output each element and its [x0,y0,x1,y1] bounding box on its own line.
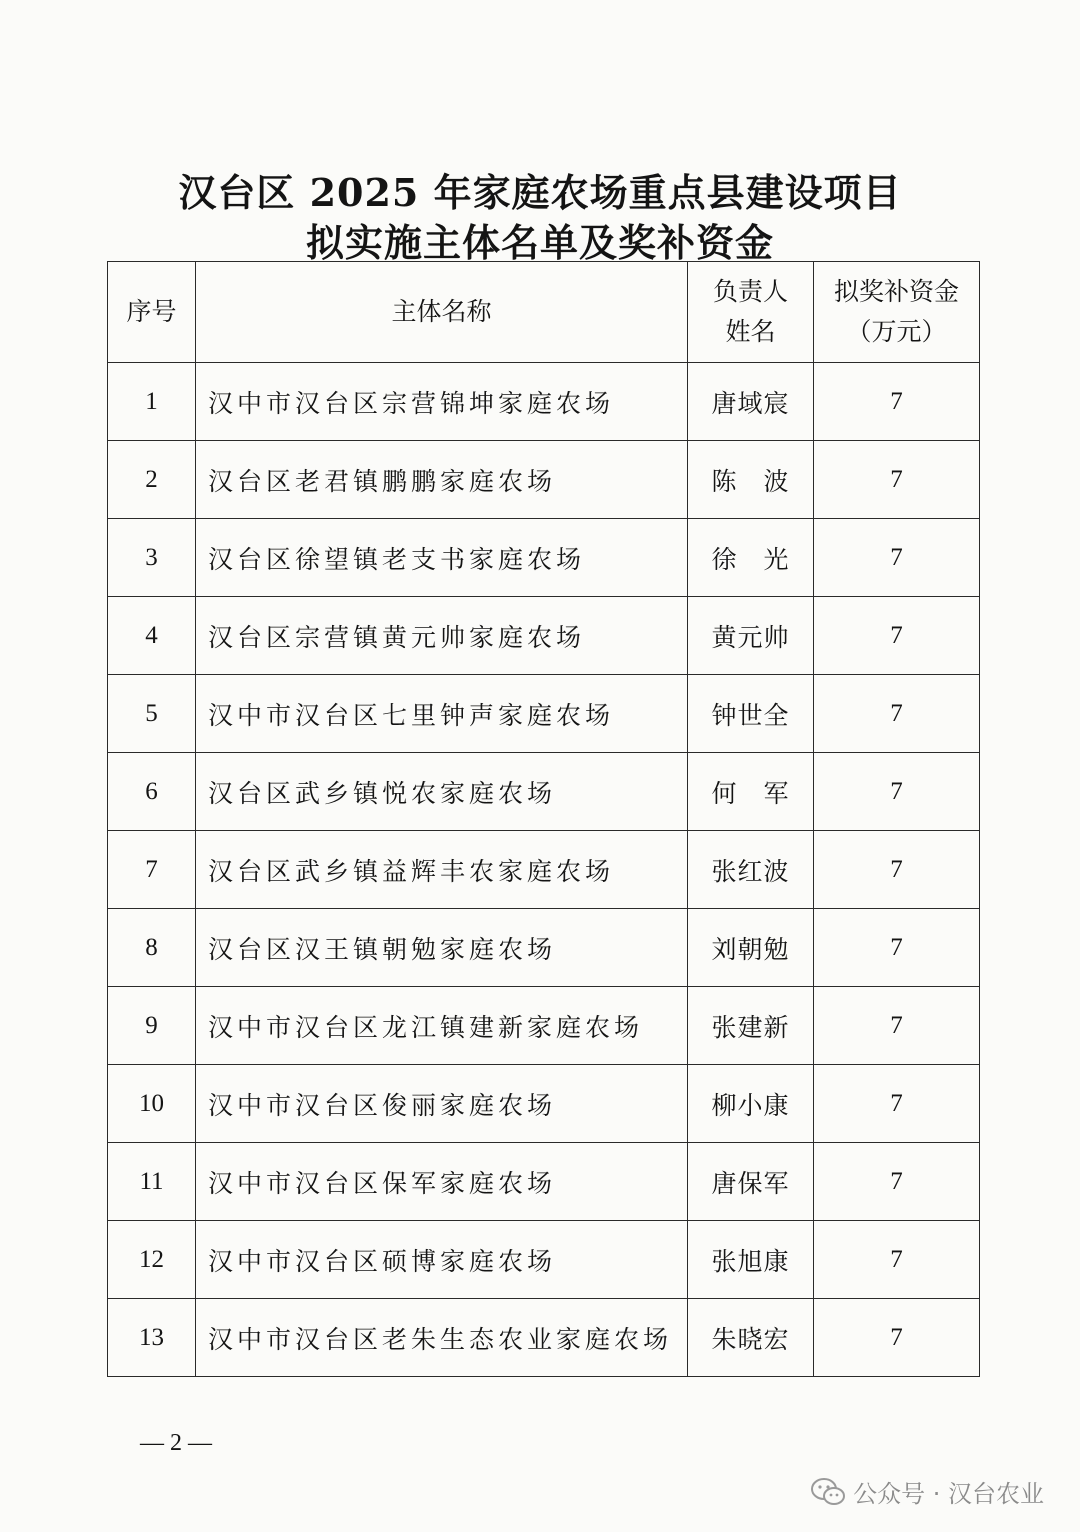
row-subsidy-amount: 7 [814,675,980,753]
table-row [108,831,980,909]
row-person-name: 钟世全 [688,675,814,753]
row-subject-name: 汉台区武乡镇悦农家庭农场 [196,753,688,831]
table-header-row [108,262,980,363]
row-subsidy-amount: 7 [814,909,980,987]
row-index: 3 [108,519,196,597]
row-subsidy-amount: 7 [814,1221,980,1299]
row-person-name: 张红波 [688,831,814,909]
table-row [108,1065,980,1143]
row-subject-name: 汉台区宗营镇黄元帅家庭农场 [196,597,688,675]
table-row [108,597,980,675]
row-subsidy-amount: 7 [814,441,980,519]
table-row [108,1221,980,1299]
header-person-line1: 负责人 [712,277,788,306]
row-subject-name: 汉台区徐望镇老支书家庭农场 [196,519,688,597]
table-row [108,753,980,831]
table-row [108,909,980,987]
row-subject-name: 汉中市汉台区保军家庭农场 [196,1143,688,1221]
row-index: 8 [108,909,196,987]
header-amount-line2: （万元） [846,317,947,346]
subject-list-table [107,261,980,1377]
table-row [108,519,980,597]
header-index: 序号 [108,262,196,363]
row-subject-name: 汉中市汉台区老朱生态农业家庭农场 [196,1299,688,1377]
row-index: 2 [108,441,196,519]
table-row [108,1299,980,1377]
row-index: 7 [108,831,196,909]
row-index: 4 [108,597,196,675]
row-subject-name: 汉中市汉台区硕博家庭农场 [196,1221,688,1299]
table-row [108,363,980,441]
row-subject-name: 汉中市汉台区龙江镇建新家庭农场 [196,987,688,1065]
row-subsidy-amount: 7 [814,1143,980,1221]
wechat-icon [811,1478,845,1506]
row-index: 6 [108,753,196,831]
row-person-name: 何 军 [688,753,814,831]
page-number: — 2 — [140,1430,212,1456]
row-index: 11 [108,1143,196,1221]
row-person-name: 唐域宸 [688,363,814,441]
row-subsidy-amount: 7 [814,597,980,675]
table-row [108,675,980,753]
row-index: 13 [108,1299,196,1377]
header-amount [814,262,980,363]
watermark-text: 公众号 · 汉台农业 [853,1480,1044,1508]
row-person-name: 唐保军 [688,1143,814,1221]
row-subject-name: 汉中市汉台区宗营锦坤家庭农场 [196,363,688,441]
row-subject-name: 汉台区汉王镇朝勉家庭农场 [196,909,688,987]
row-person-name: 陈 波 [688,441,814,519]
table-row [108,987,980,1065]
row-person-name: 黄元帅 [688,597,814,675]
row-index: 10 [108,1065,196,1143]
row-person-name: 张建新 [688,987,814,1065]
row-subsidy-amount: 7 [814,1065,980,1143]
table-row [108,441,980,519]
header-person [688,262,814,363]
row-subsidy-amount: 7 [814,753,980,831]
table-row [108,1143,980,1221]
row-person-name: 柳小康 [688,1065,814,1143]
document-title-line1: 汉台区 2025 年家庭农场重点县建设项目 [178,170,902,215]
row-subsidy-amount: 7 [814,987,980,1065]
row-person-name: 徐 光 [688,519,814,597]
row-subject-name: 汉中市汉台区七里钟声家庭农场 [196,675,688,753]
row-index: 5 [108,675,196,753]
row-index: 1 [108,363,196,441]
row-person-name: 朱晓宏 [688,1299,814,1377]
row-person-name: 刘朝勉 [688,909,814,987]
row-person-name: 张旭康 [688,1221,814,1299]
row-index: 12 [108,1221,196,1299]
header-amount-line1: 拟奖补资金 [833,277,959,306]
document-title-line2: 拟实施主体名单及奖补资金 [305,220,774,265]
row-subject-name: 汉台区武乡镇益辉丰农家庭农场 [196,831,688,909]
row-subject-name: 汉台区老君镇鹏鹏家庭农场 [196,441,688,519]
row-subsidy-amount: 7 [814,363,980,441]
row-subsidy-amount: 7 [814,831,980,909]
row-subsidy-amount: 7 [814,1299,980,1377]
row-subject-name: 汉中市汉台区俊丽家庭农场 [196,1065,688,1143]
wechat-watermark [811,1474,1044,1509]
header-subject-name: 主体名称 [196,262,688,363]
row-subsidy-amount: 7 [814,519,980,597]
header-person-line2: 姓名 [725,317,776,346]
row-index: 9 [108,987,196,1065]
